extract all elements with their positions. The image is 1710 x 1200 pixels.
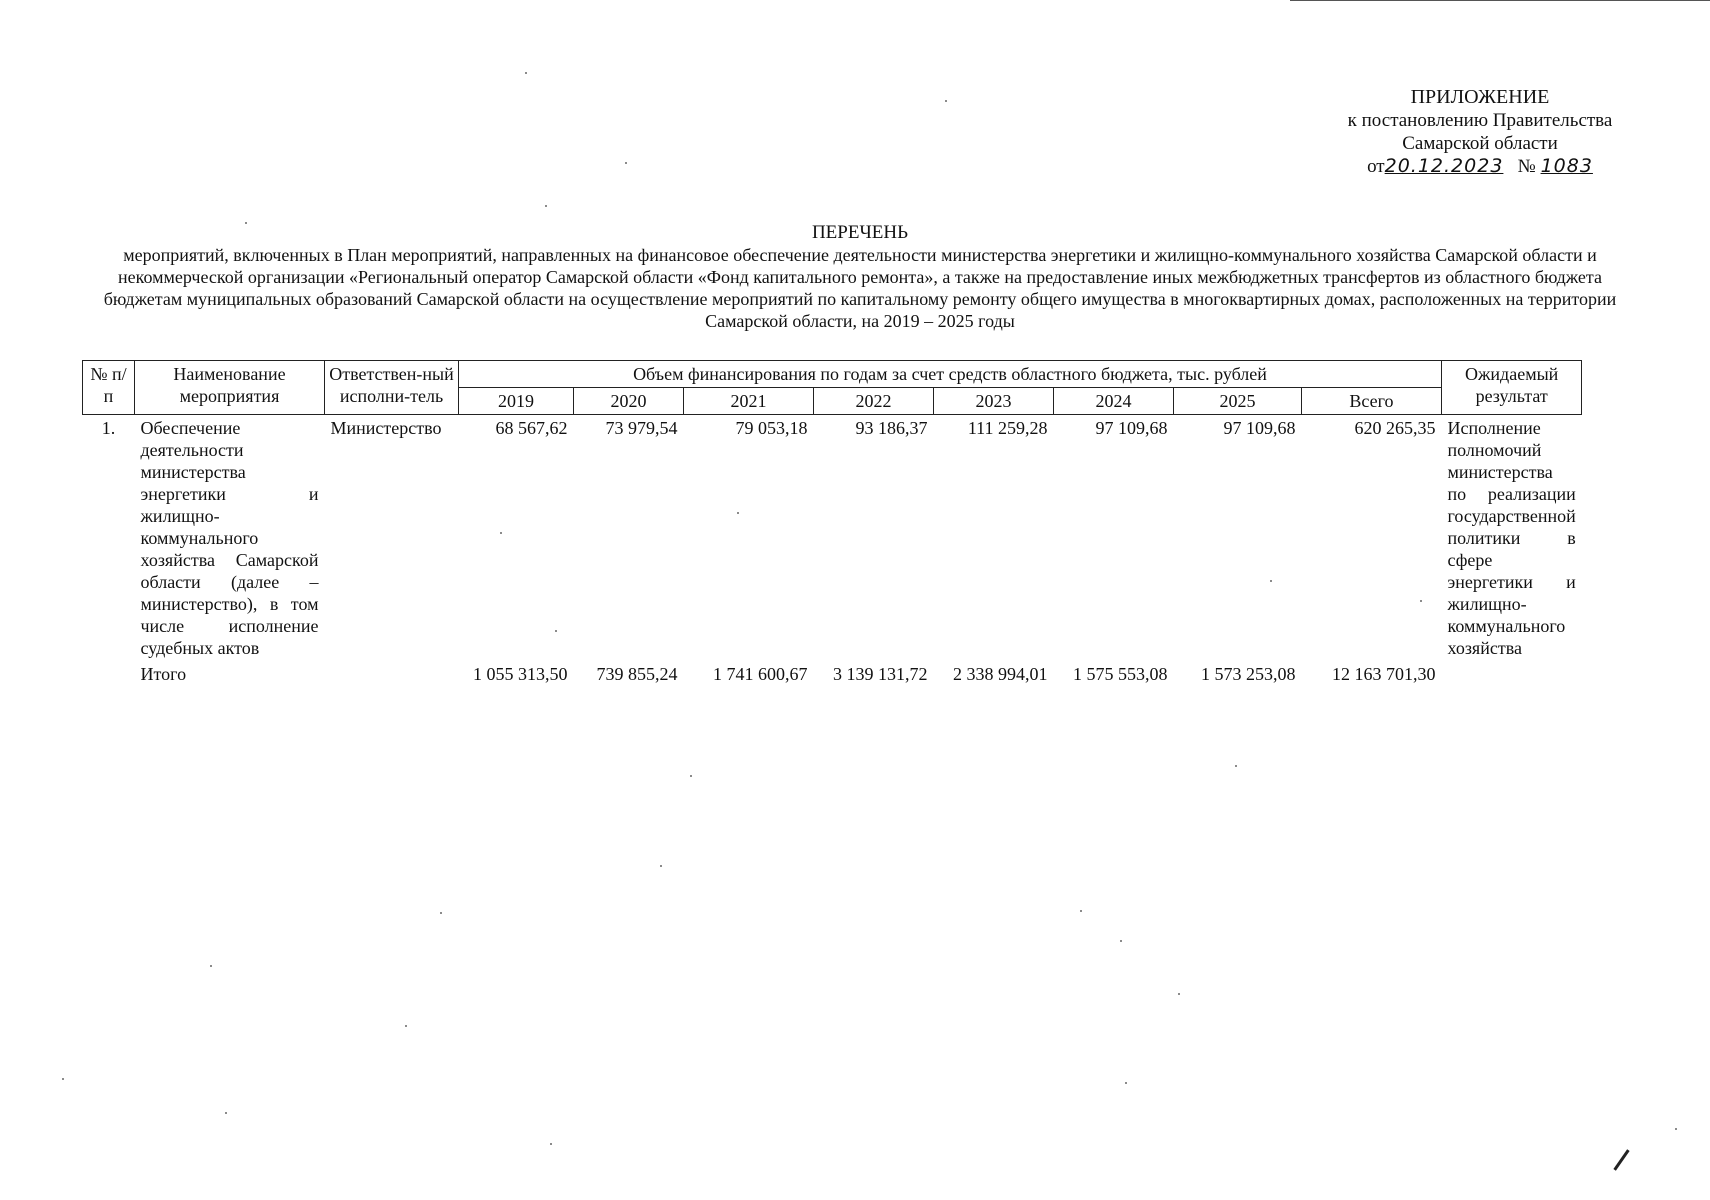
header-year-2023: 2023: [934, 388, 1054, 415]
appendix-line-3: Самарской области: [1402, 133, 1558, 154]
total-value-2020: 739 855,24: [596, 664, 678, 684]
header-year-2022: 2022: [814, 388, 934, 415]
plan-table: [82, 360, 1582, 687]
table-row: [83, 415, 1582, 662]
scan-speck: [550, 1143, 552, 1145]
scan-speck: [945, 100, 947, 102]
header-executor: Ответствен-ный исполни-тель: [325, 361, 459, 415]
row-executor: Министерство: [330, 418, 442, 438]
row-value-2020: 73 979,54: [605, 418, 678, 438]
total-value-2022: 3 139 131,72: [833, 664, 928, 684]
header-name: Наименование мероприятия: [135, 361, 325, 415]
number-prefix: №: [1517, 156, 1536, 177]
header-funding: Объем финансирования по годам за счет средств областного бюджета, тыс. рублей: [459, 361, 1442, 388]
row-value-total: 620 265,35: [1354, 418, 1436, 438]
scan-speck: [405, 1025, 407, 1027]
total-value-2025: 1 573 253,08: [1201, 664, 1296, 684]
total-value-2021: 1 741 600,67: [713, 664, 808, 684]
header-year-2020: 2020: [574, 388, 684, 415]
scan-speck: [555, 630, 557, 632]
date-prefix: от: [1367, 156, 1385, 177]
header-num: № п/п: [83, 361, 135, 415]
scan-speck: [545, 205, 547, 207]
scan-speck: [1120, 940, 1122, 942]
scan-speck: [1178, 993, 1180, 995]
total-row: [83, 661, 1582, 687]
row-value-2021: 79 053,18: [735, 418, 808, 438]
scan-speck: [500, 532, 502, 534]
total-value-2019: 1 055 313,50: [473, 664, 568, 684]
handwritten-date: 20.12.2023: [1384, 155, 1504, 177]
document-title: ПЕРЕЧЕНЬ: [811, 222, 909, 243]
total-value-all: 12 163 701,30: [1332, 664, 1436, 684]
total-value-2024: 1 575 553,08: [1073, 664, 1168, 684]
scan-speck: [210, 965, 212, 967]
total-row-blank: [83, 661, 135, 687]
row-value-2019: 68 567,62: [495, 418, 568, 438]
appendix-line-2: к постановлению Правительства: [1347, 110, 1613, 131]
scan-speck: [245, 222, 247, 224]
appendix-date-line: [1290, 155, 1670, 178]
plan-table-wrapper: [82, 360, 1582, 687]
pen-mark: [1613, 1149, 1629, 1170]
row-value-2025: 97 109,68: [1223, 418, 1296, 438]
total-value-2023: 2 338 994,01: [953, 664, 1048, 684]
total-label: Итого: [140, 664, 187, 684]
row-value-2022: 93 186,37: [855, 418, 928, 438]
row-value-2024: 97 109,68: [1095, 418, 1168, 438]
appendix-block: [1290, 86, 1670, 178]
scan-speck: [625, 162, 627, 164]
document-subtitle: мероприятий, включенных в План мероприятий, направленных на финансовое обеспечение деятельности министерства энергетики и жилищно-коммунального хозяйства Самарской области и некоммерческой организации «Региональный оператор Самарской области «Фонд капитального ремонта», а также на предоставление иных межбюджетных трансфертов из областного бюджета бюджетам муниципальных образований Самарской области на осуществление мероприятий по капитальному ремонту общего имущества в многоквартирных домах, расположенных на территории Самарской области, на 2019 – 2025 годы: [103, 245, 1617, 331]
scan-speck: [1420, 600, 1422, 602]
scan-speck: [1675, 1128, 1677, 1130]
scan-speck: [690, 775, 692, 777]
row-number: 1.: [101, 418, 116, 438]
header-year-2019: 2019: [459, 388, 574, 415]
total-executor-blank: [325, 661, 459, 687]
scan-speck: [440, 912, 442, 914]
scan-speck: [1080, 910, 1082, 912]
header-year-2024: 2024: [1054, 388, 1174, 415]
scan-speck: [1125, 1082, 1127, 1084]
row-expected-result: Исполнение полномочий министерства по реализации государственной политики в сфере энергетики и жилищно-коммунального хозяйства: [1447, 418, 1576, 658]
scan-speck: [1270, 580, 1272, 582]
scan-speck: [62, 1078, 64, 1080]
header-total: Всего: [1302, 388, 1442, 415]
header-result: Ожидаемый результат: [1442, 361, 1582, 415]
scan-speck: [660, 865, 662, 867]
header-year-2025: 2025: [1174, 388, 1302, 415]
header-year-2021: 2021: [684, 388, 814, 415]
scan-speck: [1235, 765, 1237, 767]
scan-speck: [525, 72, 527, 74]
scan-speck: [737, 512, 739, 514]
top-edge-line: [1290, 0, 1710, 1]
appendix-title: ПРИЛОЖЕНИЕ: [1410, 86, 1550, 108]
handwritten-number: 1083: [1540, 155, 1593, 177]
row-activity-name: Обеспечение деятельности министерства энергетики и жилищно-коммунального хозяйства Самарской области (далее – министерство), в том числе исполнение судебных актов: [140, 418, 319, 658]
document-heading: [100, 222, 1620, 332]
scan-speck: [225, 1112, 227, 1114]
row-value-2023: 111 259,28: [967, 418, 1048, 438]
